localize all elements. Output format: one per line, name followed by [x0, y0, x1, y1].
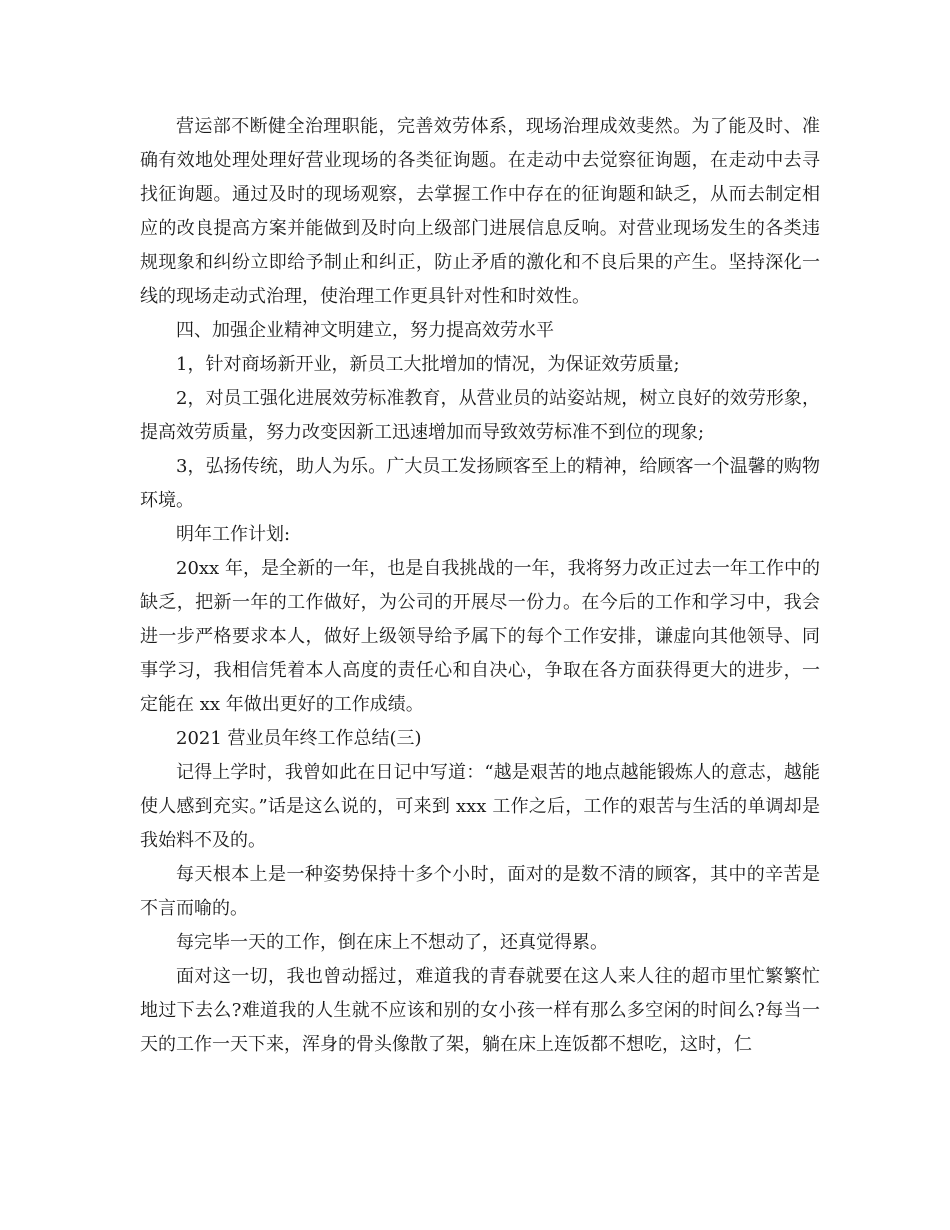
list-item-2: 2，对员工强化进展效劳标准教育，从营业员的站姿站规，树立良好的效劳形象，提高效劳质量，努力改变因新工迅速增加而导致效劳标准不到位的现象;	[140, 388, 820, 443]
section-heading-four: 四、加强企业精神文明建立，努力提高效劳水平	[176, 320, 554, 341]
paragraph-daily-work: 每天根本上是一种姿势保持十多个小时，面对的是数不清的顾客，其中的辛苦是不言而喻的。	[140, 864, 820, 919]
list-item-3: 3，弘扬传统，助人为乐。广大员工发扬顾客至上的精神，给顾客一个温馨的购物环境。	[140, 456, 820, 511]
paragraph-doubt: 面对这一切，我也曾动摇过，难道我的青春就要在这人来人往的超市里忙繁繁忙地过下去么?难道我的人生就不应该和别的女小孩一样有那么多空闲的时间么?每当一天的工作一天下来，浑身的骨头像散了架，躺在床上连饭都不想吃，这时，仁	[140, 966, 820, 1055]
document-body	[140, 110, 820, 1062]
paragraph-management: 营运部不断健全治理职能，完善效劳体系，现场治理成效斐然。为了能及时、准确有效地处理处理好营业现场的各类征询题。在走动中去觉察征询题，在走动中去寻找征询题。通过及时的现场观察，去掌握工作中存在的征询题和缺乏，从而去制定相应的改良提高方案并能做到及时向上级部门进展信息反响。对营业现场发生的各类违规现象和纠纷立即给予制止和纠正，防止矛盾的激化和不良后果的产生。坚持深化一线的现场走动式治理，使治理工作更具针对性和时效性。	[140, 116, 820, 307]
plan-heading: 明年工作计划:	[176, 524, 291, 545]
paragraph-tired: 每完毕一天的工作，倒在床上不想动了，还真觉得累。	[176, 932, 608, 953]
section-title-three: 2021 营业员年终工作总结(三)	[176, 728, 422, 749]
paragraph-diary: 记得上学时，我曾如此在日记中写道：“越是艰苦的地点越能锻炼人的意志，越能使人感到充实。”话是这么说的，可来到 xxx 工作之后，工作的艰苦与生活的单调却是我始料不及的。	[140, 762, 820, 851]
paragraph-plan: 20xx 年，是全新的一年，也是自我挑战的一年，我将努力改正过去一年工作中的缺乏，把新一年的工作做好，为公司的开展尽一份力。在今后的工作和学习中，我会进一步严格要求本人，做好上级领导给予属下的每个工作安排，谦虚向其他领导、同事学习，我相信凭着本人高度的责任心和自决心，争取在各方面获得更大的进步，一定能在 xx 年做出更好的工作成绩。	[140, 558, 820, 715]
list-item-1: 1，针对商场新开业，新员工大批增加的情况，为保证效劳质量;	[176, 354, 680, 375]
